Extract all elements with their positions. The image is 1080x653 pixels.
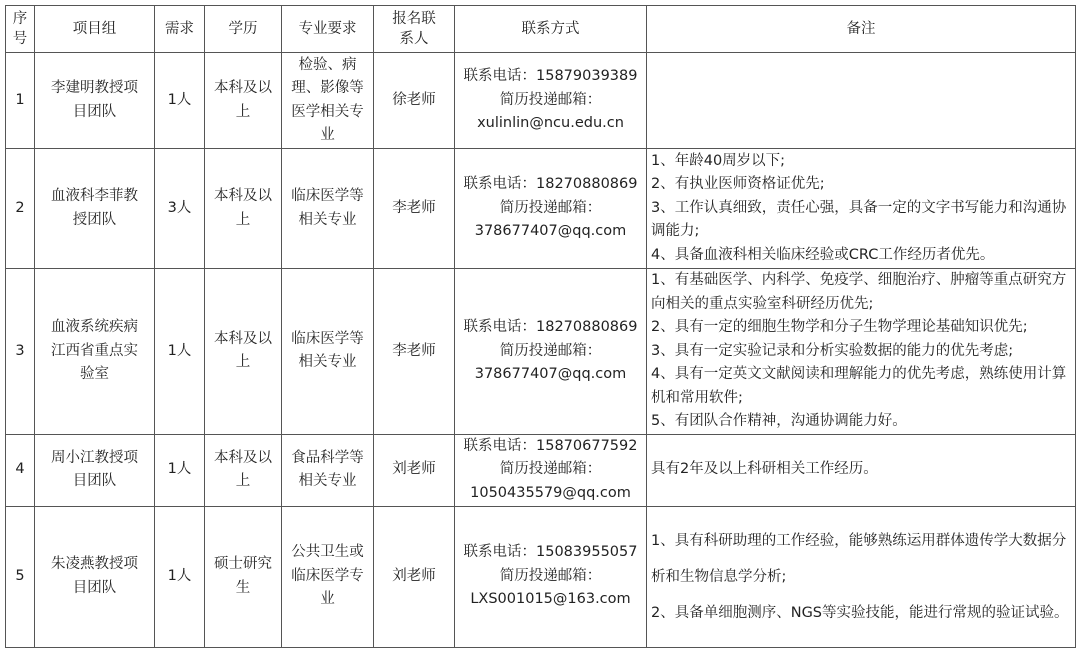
cell-major: 食品科学等相关专业: [282, 434, 374, 506]
note-line: 具有2年及以上科研相关工作经历。: [651, 461, 878, 478]
note-line: 1、有基础医学、内科学、免疫学、细胞治疗、肿瘤等重点研究方向相关的重点实验室科研经历优先;: [651, 272, 1067, 312]
header-education: 学历: [205, 6, 282, 53]
header-contact-person: 报名联系人: [374, 6, 455, 53]
cell-demand: 3人: [155, 149, 205, 269]
header-major: 专业要求: [282, 6, 374, 53]
note-line: 3、具有一定实验记录和分析实验数据的能力的优先考虑;: [651, 342, 1014, 359]
cell-contact: 联系电话：18270880869 简历投递邮箱：378677407@qq.com: [455, 269, 647, 435]
note-line: 4、具有一定英文文献阅读和理解能力的优先考虑，熟练使用计算机和常用软件;: [651, 366, 1067, 406]
cell-index: 5: [6, 506, 35, 647]
note-line: 5、有团队合作精神，沟通协调能力好。: [651, 413, 907, 429]
cell-major: 检验、病理、影像等医学相关专业: [282, 53, 374, 149]
note-line: 4、具备血液科相关临床经验或CRC工作经历者优先。: [651, 246, 995, 263]
table-row: [6, 506, 1076, 647]
cell-contact-person: 李老师: [374, 269, 455, 435]
table-row: [6, 269, 1076, 435]
cell-contact-person: 刘老师: [374, 506, 455, 647]
table-row: [6, 434, 1076, 506]
header-notes: 备注: [647, 6, 1076, 53]
cell-notes: [647, 506, 1076, 647]
table-header-row: [6, 6, 1076, 53]
cell-education: 硕士研究生: [205, 506, 282, 647]
header-group: 项目组: [35, 6, 155, 53]
cell-demand: 1人: [155, 269, 205, 435]
cell-group: 李建明教授项目团队: [35, 53, 155, 149]
cell-contact-person: 刘老师: [374, 434, 455, 506]
cell-group: 朱凌燕教授项目团队: [35, 506, 155, 647]
cell-notes: [647, 269, 1076, 435]
cell-contact-person: 徐老师: [374, 53, 455, 149]
note-line: 1、年龄40周岁以下;: [651, 152, 786, 169]
cell-major: 临床医学等相关专业: [282, 269, 374, 435]
cell-contact: 联系电话：15879039389 简历投递邮箱： xulinlin@ncu.edu.cn: [455, 53, 647, 149]
cell-contact: 联系电话：15083955057 简历投递邮箱：LXS001015@163.com: [455, 506, 647, 647]
cell-notes: [647, 53, 1076, 149]
note-line: 2、有执业医师资格证优先;: [651, 176, 825, 193]
note-line: 2、具备单细胞测序、NGS等实验技能，能进行常规的验证试验。: [651, 604, 1069, 621]
cell-index: 4: [6, 434, 35, 506]
cell-index: 1: [6, 53, 35, 149]
cell-demand: 1人: [155, 434, 205, 506]
cell-demand: 1人: [155, 53, 205, 149]
cell-education: 本科及以上: [205, 269, 282, 435]
header-demand: 需求: [155, 6, 205, 53]
cell-demand: 1人: [155, 506, 205, 647]
cell-contact: 联系电话：15870677592 简历投递邮箱：1050435579@qq.com: [455, 434, 647, 506]
cell-notes: [647, 434, 1076, 506]
cell-education: 本科及以上: [205, 434, 282, 506]
cell-group: 血液系统疾病江西省重点实验室: [35, 269, 155, 435]
cell-index: 2: [6, 149, 35, 269]
recruitment-table: [5, 5, 1076, 648]
cell-major: 临床医学等相关专业: [282, 149, 374, 269]
header-contact: 联系方式: [455, 6, 647, 53]
cell-group: 周小江教授项目团队: [35, 434, 155, 506]
cell-contact-person: 李老师: [374, 149, 455, 269]
note-line: 1、具有科研助理的工作经验，能够熟练运用群体遗传学大数据分析和生物信息学分析;: [651, 532, 1067, 585]
note-line: 3、工作认真细致，责任心强，具备一定的文字书写能力和沟通协调能力;: [651, 199, 1067, 240]
note-line: 2、具有一定的细胞生物学和分子生物学理论基础知识优先;: [651, 319, 1028, 335]
cell-index: 3: [6, 269, 35, 435]
cell-group: 血液科李菲教授团队: [35, 149, 155, 269]
cell-notes: [647, 149, 1076, 269]
cell-major: 公共卫生或临床医学专业: [282, 506, 374, 647]
cell-education: 本科及以上: [205, 149, 282, 269]
header-index: 序号: [6, 6, 35, 53]
cell-contact: 联系电话：18270880869 简历投递邮箱：378677407@qq.com: [455, 149, 647, 269]
table-row: [6, 53, 1076, 149]
cell-education: 本科及以上: [205, 53, 282, 149]
table-row: [6, 149, 1076, 269]
